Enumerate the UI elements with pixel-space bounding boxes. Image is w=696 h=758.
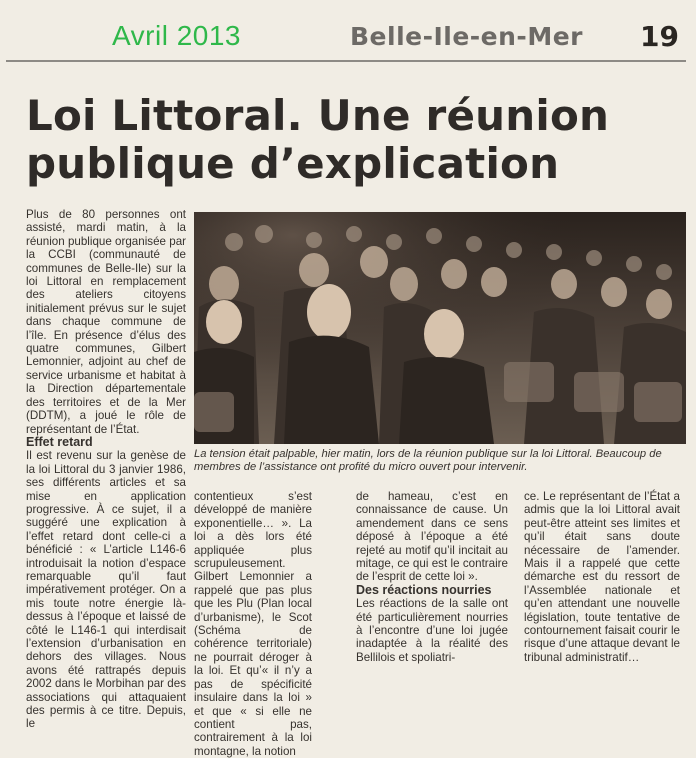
article-body-3b: Les réactions de la salle ont été particulièrement nourries à l’encontre d’une loi jugée inadaptée à la réalité des Bellilois et spoliatri- [356, 597, 508, 664]
meeting-photo [194, 212, 686, 444]
article-column-4 [524, 490, 680, 664]
photo-caption: La tension était palpable, hier matin, lors de la réunion publique sur la loi Littoral. Beaucoup de membres de l’assistance ont profité du micro ouvert pour intervenir. [194, 448, 662, 473]
article-intro: Plus de 80 personnes ont assisté, mardi matin, à la réunion publique organisée par la CCBI (communauté de communes de Belle-Ile) sur la loi Littoral en remplacement des ateliers citoyens initialement prévus sur le sujet dans chaque commune de l’île. En présence d’élus des quatre communes, Gilbert Lemonnier, adjoint au chef de service urbanisme et habitat à la Direction départementale des territoires et de la Mer (DDTM), a joué le rôle de représentant de l’État. [26, 208, 186, 436]
headline-line-1: Loi Littoral. Une réunion [26, 91, 610, 140]
article-column-2 [194, 490, 312, 758]
header-rule [6, 60, 686, 62]
page-number: 19 [640, 20, 679, 53]
article-body-3: de hameau, c’est en connaissance de cause. Un amendement dans ce sens déposé à l’époque a été rejeté au motif qu’il incitait au mitage, ce qui est le contraire de l’esprit de cette loi ». [356, 490, 508, 584]
article-column-3 [356, 490, 508, 664]
article-body-4: ce. Le représentant de l’État a admis que la loi Littoral avait peut-être atteint ses limites et qu’il était sans doute nécessaire de l’amender. Mais il a rappelé que cette démarche est du ressort de l’Assemblée nationale et qu’en attendant une nouvelle législation, toute tentative de contournement faisait courir le risque d’une attaque devant le tribunal administratif… [524, 490, 680, 664]
date-stamp: Avril 2013 [112, 20, 242, 51]
subhead-effet-retard: Effet retard [26, 434, 93, 449]
headline [26, 92, 686, 188]
article-column-1 [26, 208, 186, 731]
article-body-2: contentieux s’est développé de manière exponentielle… ». La loi a dès lors été appliquée plus scrupuleusement. Gilbert Lemonnier a rappelé que pas plus que les Plu (Plan local d’urbanisme), le Scot (Schéma de cohérence territoriale) ne pourrait déroger à la loi. Et qu’« il n’y a pas de spécificité insulaire dans la loi » et que « si elle ne contient pas, contrairement à la loi montagne, la notion [194, 490, 312, 758]
subhead-reactions: Des réactions nourries [356, 582, 492, 597]
article-body-1: Il est revenu sur la genèse de la loi Littoral du 3 janvier 1986, ses différents articles et sa mise en application progressive. À ce sujet, il a suggéré une explication à l’effet retard dont celle-ci a bénéficié : « L’article L146-6 introduisait la notion d’espace remarquable qu’il faut impérativement protéger. On a mis toute notre énergie là-dessus à l’époque et laissé de côté le L146-1 qui interdisait l’extension d’urbanisation en dehors des villages. Nous avons été rattrapés depuis 2002 dans le Morbihan par des associations qui attaquaient des permis à ce titre. Depuis, le [26, 449, 186, 731]
headline-line-2: publique d’explication [26, 139, 560, 188]
section-title: Belle-Ile-en-Mer [350, 22, 583, 51]
audience-photo-image [194, 212, 686, 444]
